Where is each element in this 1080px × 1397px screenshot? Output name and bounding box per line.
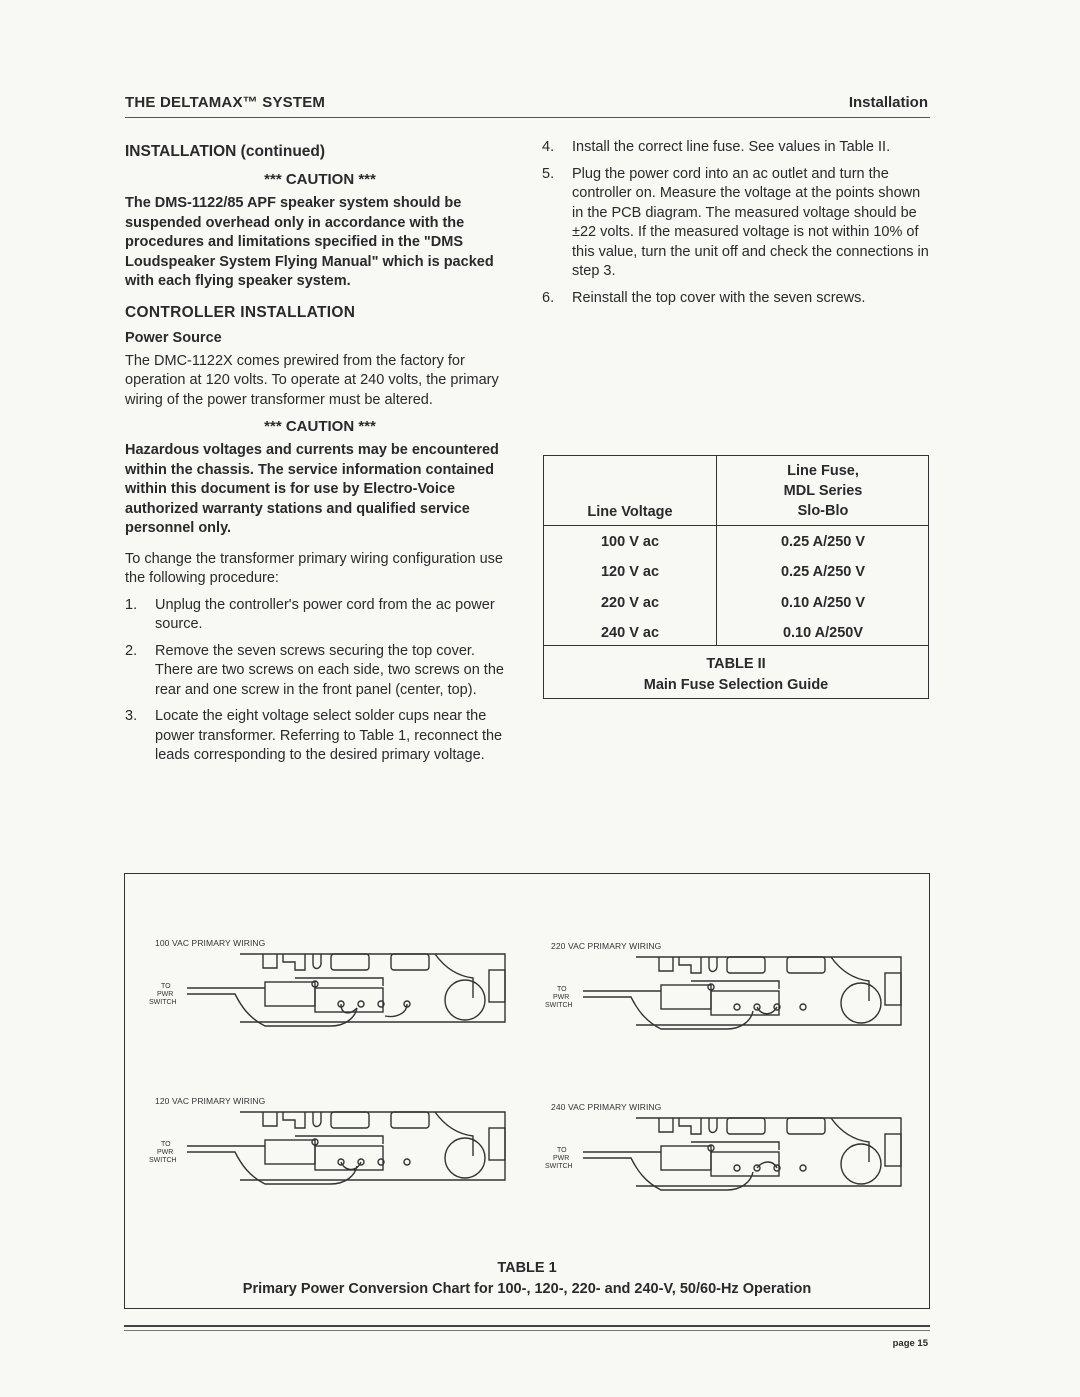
to-label: TO [161, 1141, 171, 1148]
pwr-label: PWR [157, 1149, 174, 1156]
pcb-wiring-diagram [145, 1106, 515, 1198]
table-divider [544, 525, 928, 526]
diagram-label: 240 VAC PRIMARY WIRING [551, 1102, 662, 1112]
pcb-wiring-diagram [145, 948, 515, 1040]
voltage-cell: 220 V ac [600, 595, 660, 611]
step-text: Reinstall the top cover with the seven screws. [572, 289, 866, 306]
step-text: Locate the eight voltage select solder cups near the power transformer. Referring to Table 1, reconnect the leads corresponding to the desired primary voltage. [155, 708, 503, 763]
voltage-cell: 240 V ac [600, 625, 660, 641]
line-fuse-header-line: Line Fuse, [787, 463, 859, 479]
table-ii-number: TABLE II [706, 656, 766, 672]
switch-label: SWITCH [545, 1002, 573, 1009]
step-text: Install the correct line fuse. See values in Table II. [572, 139, 891, 155]
line-fuse-header-line: MDL Series [783, 483, 863, 499]
caution-text-2: Hazardous voltages and currents may be encountered within the chassis. The service information contained within this document is for use by Electro-Voice authorized warranty stations and qualified service personnel only. [125, 442, 499, 536]
switch-label: SWITCH [149, 1157, 177, 1164]
fuse-cell: 0.10 A/250 V [780, 595, 866, 611]
table-ii-caption [544, 654, 928, 696]
to-label: TO [557, 1147, 567, 1154]
pwr-label: PWR [553, 994, 570, 1001]
line-fuse-header-line: Slo-Blo [797, 503, 849, 519]
left-column [125, 143, 515, 766]
caution-label-2: *** CAUTION *** [264, 418, 376, 435]
document-title: THE DELTAMAX™ SYSTEM [125, 94, 326, 111]
step-item [125, 596, 515, 635]
switch-label: SWITCH [149, 999, 177, 1006]
step-item [125, 707, 515, 766]
fuse-cell: 0.10 A/250V [782, 625, 864, 641]
pcb-wiring-diagram [541, 1112, 911, 1204]
step-number: 1. [125, 596, 138, 613]
pwr-label: PWR [157, 991, 174, 998]
step-number: 2. [125, 642, 138, 659]
line-voltage-header: Line Voltage [587, 504, 673, 520]
right-column [542, 138, 930, 308]
fuse-cell: 0.25 A/250 V [780, 534, 866, 550]
caution-text-1: The DMS-1122/85 APF speaker system should be suspended overhead only in accordance with the procedures and limitations specified in the "DMS Loudspeaker System Flying Manual" which is packed with each flying speaker system. [125, 195, 494, 289]
table-1-title: Primary Power Conversion Chart for 100-, 120-, 220- and 240-V, 50/60-Hz Operation [242, 1281, 812, 1297]
step-number: 5. [542, 165, 555, 182]
caution-label-1: *** CAUTION *** [264, 171, 376, 188]
voltage-cell: 100 V ac [600, 534, 660, 550]
to-label: TO [557, 986, 567, 993]
pcb-wiring-diagram [541, 951, 911, 1043]
step-number: 3. [125, 708, 138, 724]
step-text: Remove the seven screws securing the top cover. There are two screws on each side, two screws on the rear and one screw in the front panel (center, top). [155, 642, 504, 698]
step-item [542, 165, 930, 282]
step-text: Plug the power cord into an ac outlet and turn the controller on. Measure the voltage at the points shown in the PCB diagram. The measured voltage should be ±22 volts. If the measured voltage is not within 10% of this value, turn the unit off and check the connections in step 3. [572, 165, 929, 279]
diagram-label: 120 VAC PRIMARY WIRING [155, 1096, 266, 1106]
procedure-steps-left [125, 596, 515, 766]
footer-rule [124, 1330, 930, 1331]
procedure-steps-right [542, 138, 930, 308]
fuse-cell: 0.25 A/250 V [780, 564, 866, 580]
header-rule [125, 117, 930, 118]
diagram-label: 100 VAC PRIMARY WIRING [155, 938, 266, 948]
fuse-selection-table [543, 455, 929, 699]
switch-label: SWITCH [545, 1163, 573, 1170]
table-divider [544, 645, 928, 646]
pwr-label: PWR [553, 1155, 570, 1162]
section-name: Installation [848, 94, 928, 111]
step-item [542, 289, 930, 309]
power-source-heading: Power Source [125, 329, 222, 346]
power-source-text: The DMC-1122X comes prewired from the factory for operation at 120 volts. To operate at 240 volts, the primary wiring of the power transformer must be altered. [125, 352, 499, 408]
to-label: TO [161, 983, 171, 990]
step-text: Unplug the controller's power cord from the ac power source. [155, 596, 495, 632]
wiring-diagram-table [124, 873, 930, 1309]
installation-heading: INSTALLATION (continued) [125, 143, 326, 160]
table-ii-title: Main Fuse Selection Guide [643, 677, 829, 693]
step-number: 6. [542, 289, 555, 306]
procedure-intro: To change the transformer primary wiring configuration use the following procedure: [125, 550, 503, 586]
footer-rule [124, 1325, 930, 1327]
table-1-caption [125, 1258, 929, 1300]
step-number: 4. [542, 139, 555, 155]
line-fuse-header [717, 461, 929, 521]
controller-installation-heading: CONTROLLER INSTALLATION [125, 303, 356, 321]
diagram-label: 220 VAC PRIMARY WIRING [551, 941, 662, 951]
page-number: page 15 [892, 1338, 928, 1349]
step-item [542, 138, 930, 158]
voltage-cell: 120 V ac [600, 564, 660, 580]
table-1-number: TABLE 1 [497, 1260, 557, 1276]
step-item [125, 642, 515, 701]
